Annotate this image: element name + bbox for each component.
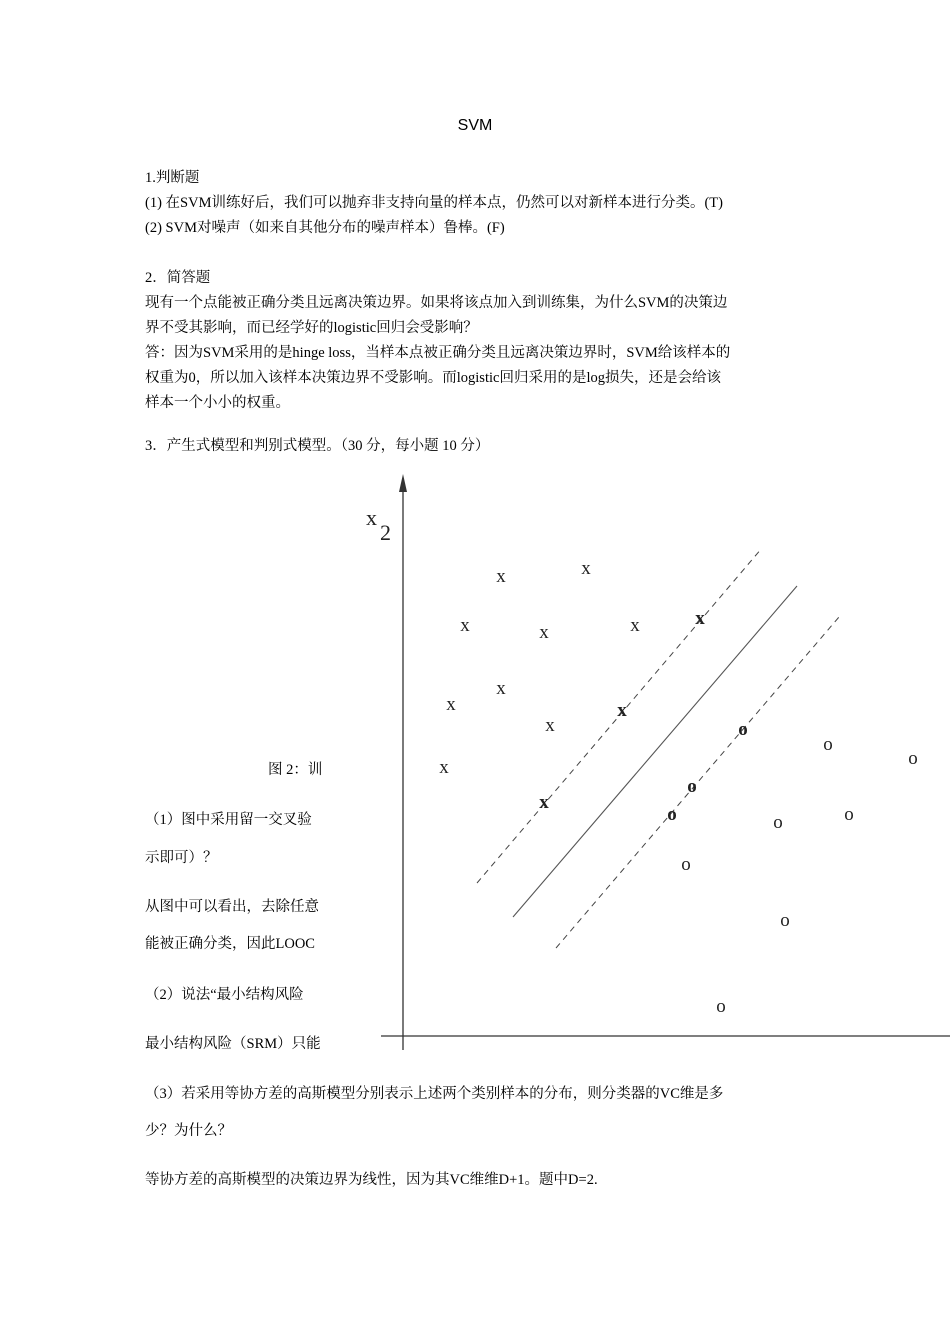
lower-margin-line [556, 617, 839, 948]
support-vector-o-point: o [738, 719, 748, 740]
support-vector-x-point: x [695, 608, 705, 629]
q3-answer3-line-1: 等协方差的高斯模型的决策边界为线性，因为其VC维维D+1。题中D=2. [145, 1172, 598, 1188]
q3-part1-line-2: 示即可）？ [145, 850, 218, 866]
x-point: x [439, 757, 449, 778]
decision-boundary-line [513, 586, 797, 917]
support-vector-x-point: x [539, 792, 549, 813]
q3-answer2-line-1: 最小结构风险（SRM）只能 [145, 1036, 321, 1052]
o-point: o [844, 804, 854, 825]
x-point: x [496, 678, 506, 699]
o-point: o [681, 854, 691, 875]
x-point: x [545, 715, 555, 736]
section2-answer-line-1: 答：因为SVM采用的是hinge loss，当样本点被正确分类且远离决策边界时，SVM给该样本的 [145, 345, 731, 361]
x-point: x [496, 566, 506, 587]
q3-part3-line-2: 少？为什么？ [145, 1123, 232, 1139]
axis-subscript: 2 [380, 520, 391, 545]
page-title: SVM [457, 117, 493, 134]
q3-answer1-line-2: 能被正确分类，因此LOOC [145, 936, 315, 952]
q3-part1-line-1: （1）图中采用留一交叉验 [145, 812, 312, 828]
figure-caption: 图 2：训 [268, 762, 323, 778]
o-point: o [780, 910, 790, 931]
x-point: x [630, 615, 640, 636]
o-point: o [773, 812, 783, 833]
data-points [439, 558, 918, 1017]
support-vector-o-point: o [687, 776, 697, 797]
axis-label: x [366, 505, 377, 530]
q3-part2-line-1: （2）说法“最小结构风险 [145, 987, 304, 1003]
y-axis-arrow-icon [399, 474, 407, 492]
section1-question-2: (2) SVM对噪声（如来自其他分布的噪声样本）鲁棒。(F) [145, 220, 505, 236]
section2-answer-line-2: 权重为0，所以加入该样本决策边界不受影响。而logistic回归采用的是log损失，还是会给该 [145, 370, 721, 386]
support-vector-x-point: x [617, 700, 627, 721]
section1-question-1: (1) 在SVM训练好后，我们可以抛弃非支持向量的样本点，仍然可以对新样本进行分类。(T) [145, 195, 723, 211]
section2-question-line-1: 现有一个点能被正确分类且远离决策边界。如果将该点加入到训练集，为什么SVM的决策边 [145, 295, 728, 311]
o-point: o [908, 748, 918, 769]
support-vector-o-point: o [667, 804, 677, 825]
x-point: x [581, 558, 591, 579]
section2-heading: 2．简答题 [145, 270, 211, 286]
section3-heading: 3．产生式模型和判别式模型。（30 分，每小题 10 分） [145, 438, 490, 454]
section2-question-line-2: 界不受其影响，而已经学好的logistic回归会受影响？ [145, 320, 478, 336]
x-point: x [460, 615, 470, 636]
q3-part3-line-1: （3）若采用等协方差的高斯模型分别表示上述两个类别样本的分布，则分类器的VC维是多 [145, 1086, 724, 1102]
o-point: o [716, 996, 726, 1017]
o-point: o [823, 734, 833, 755]
x-point: x [446, 694, 456, 715]
q3-answer1-line-1: 从图中可以看出，去除任意 [145, 899, 319, 915]
section2-answer-line-3: 样本一个小小的权重。 [145, 395, 290, 411]
section1-heading: 1.判断题 [145, 170, 200, 186]
x-point: x [539, 622, 549, 643]
